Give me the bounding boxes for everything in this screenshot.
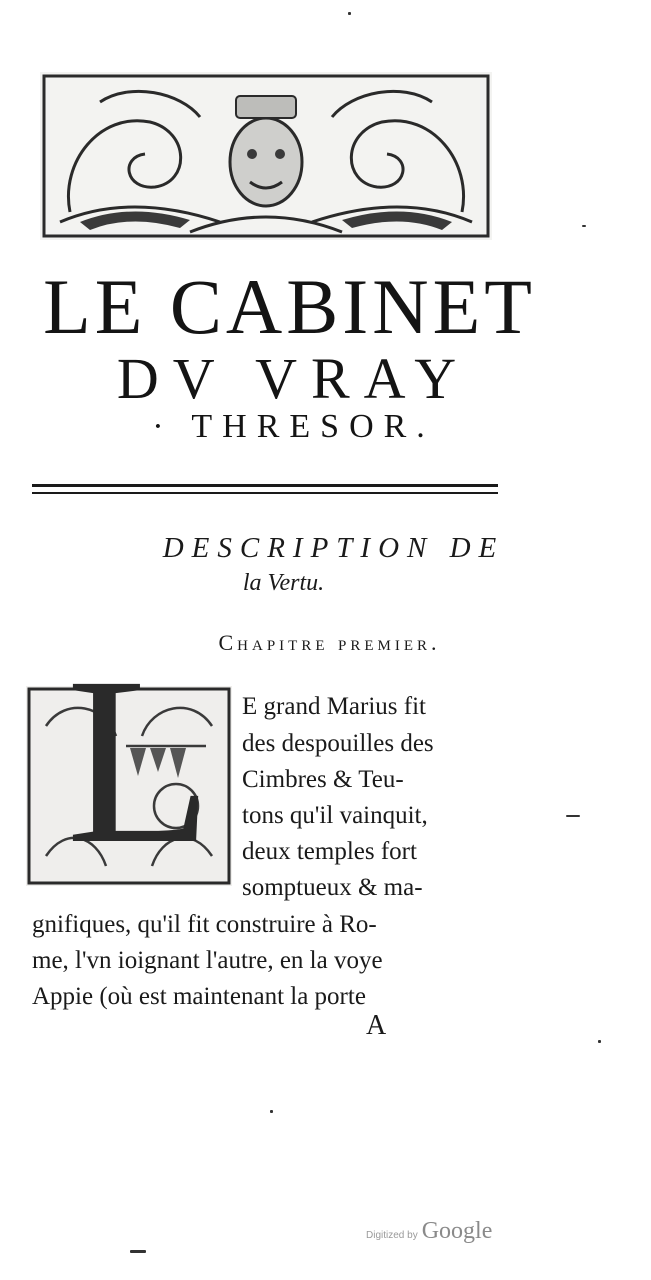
text-line: E grand Marius fit	[242, 693, 426, 720]
text-line: somptueux & ma-	[242, 874, 423, 901]
catchword: A	[366, 1010, 387, 1041]
text-line: deux temples fort	[242, 838, 417, 865]
text-line: tons qu'il vainquit,	[242, 802, 428, 829]
text-line: gnifiques, qu'il fit construire à Ro-	[32, 911, 377, 938]
headpiece-ornament	[40, 72, 492, 240]
text-line: Cimbres & Teu-	[242, 766, 404, 793]
ink-speck	[270, 1110, 273, 1113]
section-subheading: la Vertu.	[242, 570, 325, 596]
text-line: me, l'vn ioignant l'autre, en la voye	[32, 947, 383, 974]
title-line-1: LE CABINET	[43, 263, 536, 350]
ink-speck	[598, 1040, 601, 1043]
ornament-engraving	[40, 72, 492, 240]
ink-speck	[582, 225, 586, 227]
drop-cap-initial: L	[66, 627, 213, 893]
ink-speck	[348, 12, 351, 15]
watermark-brand: Google	[421, 1218, 493, 1244]
text-line: Appie (où est maintenant la porte	[32, 983, 366, 1010]
title-line-2: DV VRAY	[116, 346, 471, 411]
text-line: des despouilles des	[242, 730, 434, 757]
title-line-3: · THRESOR.	[152, 408, 435, 445]
chapter-heading: Chapitre premier.	[218, 630, 441, 655]
ink-speck	[130, 1250, 146, 1253]
section-heading: DESCRIPTION DE	[162, 532, 505, 564]
digitization-watermark	[366, 1218, 492, 1245]
double-rule-top	[32, 484, 498, 487]
watermark-prefix: Digitized by	[366, 1230, 418, 1241]
ink-speck	[566, 815, 580, 817]
double-rule-bottom	[32, 492, 498, 494]
